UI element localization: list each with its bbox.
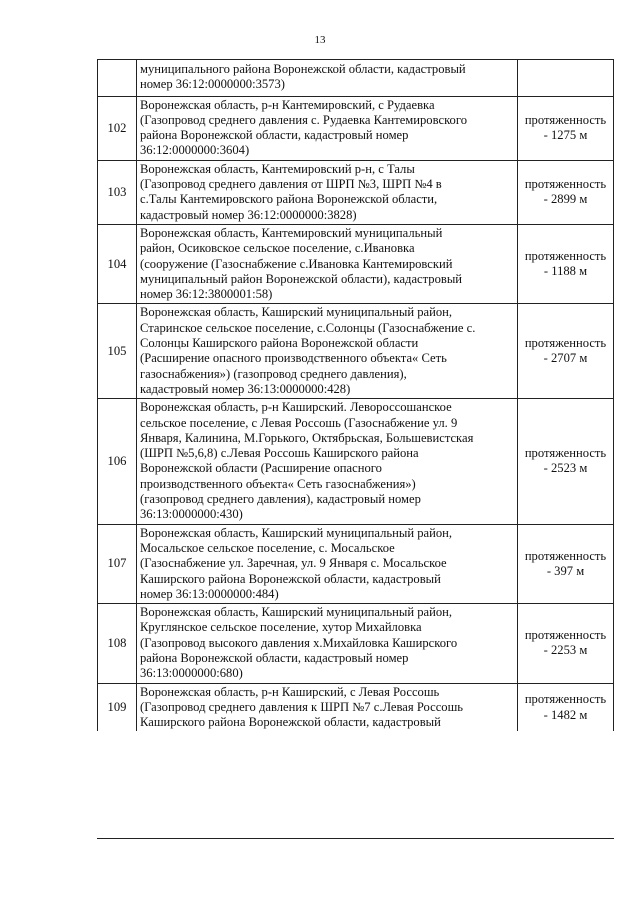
length-value: - 397 м [546,563,585,578]
object-description [137,224,518,303]
object-description [137,524,518,603]
description-line: 36:12:0000000:3604) [140,143,250,158]
length-value: - 2899 м [543,192,588,207]
object-length [518,160,614,224]
page-bottom-rule [97,838,614,839]
description-line: 36:13:0000000:430) [140,507,243,522]
length-label: протяженность [524,446,607,461]
object-length [518,304,614,399]
description-line: Воронежская область, Каширский муниципальный район, [140,525,453,540]
description-line: Каширского района Воронежской области, кадастровый [140,571,441,586]
description-line: Воронежская область, Каширский муниципальный район, [140,605,453,620]
table-row [98,524,614,603]
registry-table [97,59,614,731]
table-row [98,160,614,224]
description-line: номер 36:12:3800001:58) [140,287,273,302]
object-length [518,96,614,160]
description-line: Воронежская область, р-н Кантемировский, с Рудаевка [140,97,435,112]
length-label: протяженность [524,336,607,351]
table-row [98,96,614,160]
page-number: 13 [314,34,326,46]
description-line: (Газопровод среднего давления с. Рудаевка Кантемировского [140,112,467,127]
table-row [98,604,614,683]
object-description [137,60,518,97]
table-row [98,399,614,524]
length-label: протяженность [524,177,607,192]
object-length [518,224,614,303]
table-row [98,683,614,731]
description-line: с.Талы Кантемировского района Воронежской области, [140,192,438,207]
description-line: Воронежской области (Расширение опасного [140,461,382,476]
description-line: (Газопровод высокого давления х.Михайловка Каширского [140,635,458,650]
description-line: Мосальское сельское поселение, с. Мосальское [140,540,395,555]
row-number: 103 [98,160,137,224]
length-value: - 2523 м [543,461,588,476]
description-line: (Газопровод среднего давления к ШРП №7 с.Левая Россошь [140,699,464,714]
row-number: 108 [98,604,137,683]
description-line: (газопровод среднего давления), кадастровый номер [140,492,421,507]
object-length [518,399,614,524]
description-line: района Воронежской области, кадастровый номер [140,128,409,143]
row-number: 105 [98,304,137,399]
length-value: - 1275 м [543,128,588,143]
description-line: газоснабжения») (газопровод среднего давления), [140,366,407,381]
row-number: 102 [98,96,137,160]
description-line: Каширского района Воронежской области, кадастровый [140,715,441,730]
description-line: Воронежская область, Каширский муниципальный район, [140,305,453,320]
description-line: Воронежская область, Кантемировский р-н, с Талы [140,161,415,176]
object-length [518,604,614,683]
description-line: муниципальный район Воронежской области), кадастровый [140,271,463,286]
description-line: района Воронежской области, кадастровый номер [140,650,409,665]
length-label: протяженность [524,248,607,263]
table-row [98,304,614,399]
description-line: Солонцы Каширского района Воронежской области [140,336,419,351]
description-line: Воронежская область, Кантемировский муниципальный [140,225,443,240]
description-line: муниципального района Воронежской области, кадастровый [140,62,466,76]
length-label: протяженность [524,112,607,127]
description-line: (Газопровод среднего давления от ШРП №3, ШРП №4 в [140,177,442,192]
description-line: кадастровый номер 36:12:0000000:3828) [140,207,357,222]
description-line: сельское поселение, с Левая Россошь (Газоснабжение ул. 9 [140,415,458,430]
row-number: 106 [98,399,137,524]
object-length [518,524,614,603]
length-label: протяженность [524,692,607,707]
description-line: 36:13:0000000:680) [140,666,243,681]
object-length [518,683,614,731]
row-number: 104 [98,224,137,303]
description-line: (Расширение опасного производственного объекта« Сеть [140,351,447,366]
description-line: (Газоснабжение ул. Заречная, ул. 9 Января с. Мосальское [140,556,447,571]
description-line: кадастровый номер 36:13:0000000:428) [140,381,351,396]
description-line: Круглянское сельское поселение, хутор Михайловка [140,620,422,635]
row-number: 107 [98,524,137,603]
description-line: Старинское сельское поселение, с.Солонцы (Газоснабжение с. [140,320,476,335]
object-description [137,399,518,524]
description-line: район, Осиковское сельское поселение, с.Ивановка [140,241,415,256]
object-description [137,160,518,224]
object-description [137,683,518,731]
length-value: - 1482 м [543,707,588,722]
length-label: протяженность [524,548,607,563]
length-value: - 2707 м [543,351,588,366]
description-line: (ШРП №5,6,8) с.Левая Россошь Каширского района [140,446,419,461]
description-line: Воронежская область, р-н Каширский. Левороссошанское [140,400,452,415]
description-line: номер 36:12:0000000:3573) [140,77,285,92]
table-row [98,224,614,303]
object-description [137,96,518,160]
object-description [137,304,518,399]
row-number [98,60,137,97]
table-row [98,60,614,97]
description-line: Воронежская область, р-н Каширский, с Левая Россошь [140,684,440,699]
description-line: номер 36:13:0000000:484) [140,586,279,601]
registry-table-body [98,60,614,732]
description-line: производственного объекта« Сеть газоснабжения») [140,476,416,491]
object-length [518,60,614,97]
description-line: (сооружение (Газоснабжение с.Ивановка Кантемировский [140,256,453,271]
length-label: протяженность [524,628,607,643]
length-value: - 1188 м [543,264,588,279]
row-number: 109 [98,683,137,731]
length-value: - 2253 м [543,643,588,658]
description-line: Января, Калинина, М.Горького, Октябрьская, Большевистская [140,430,474,445]
object-description [137,604,518,683]
